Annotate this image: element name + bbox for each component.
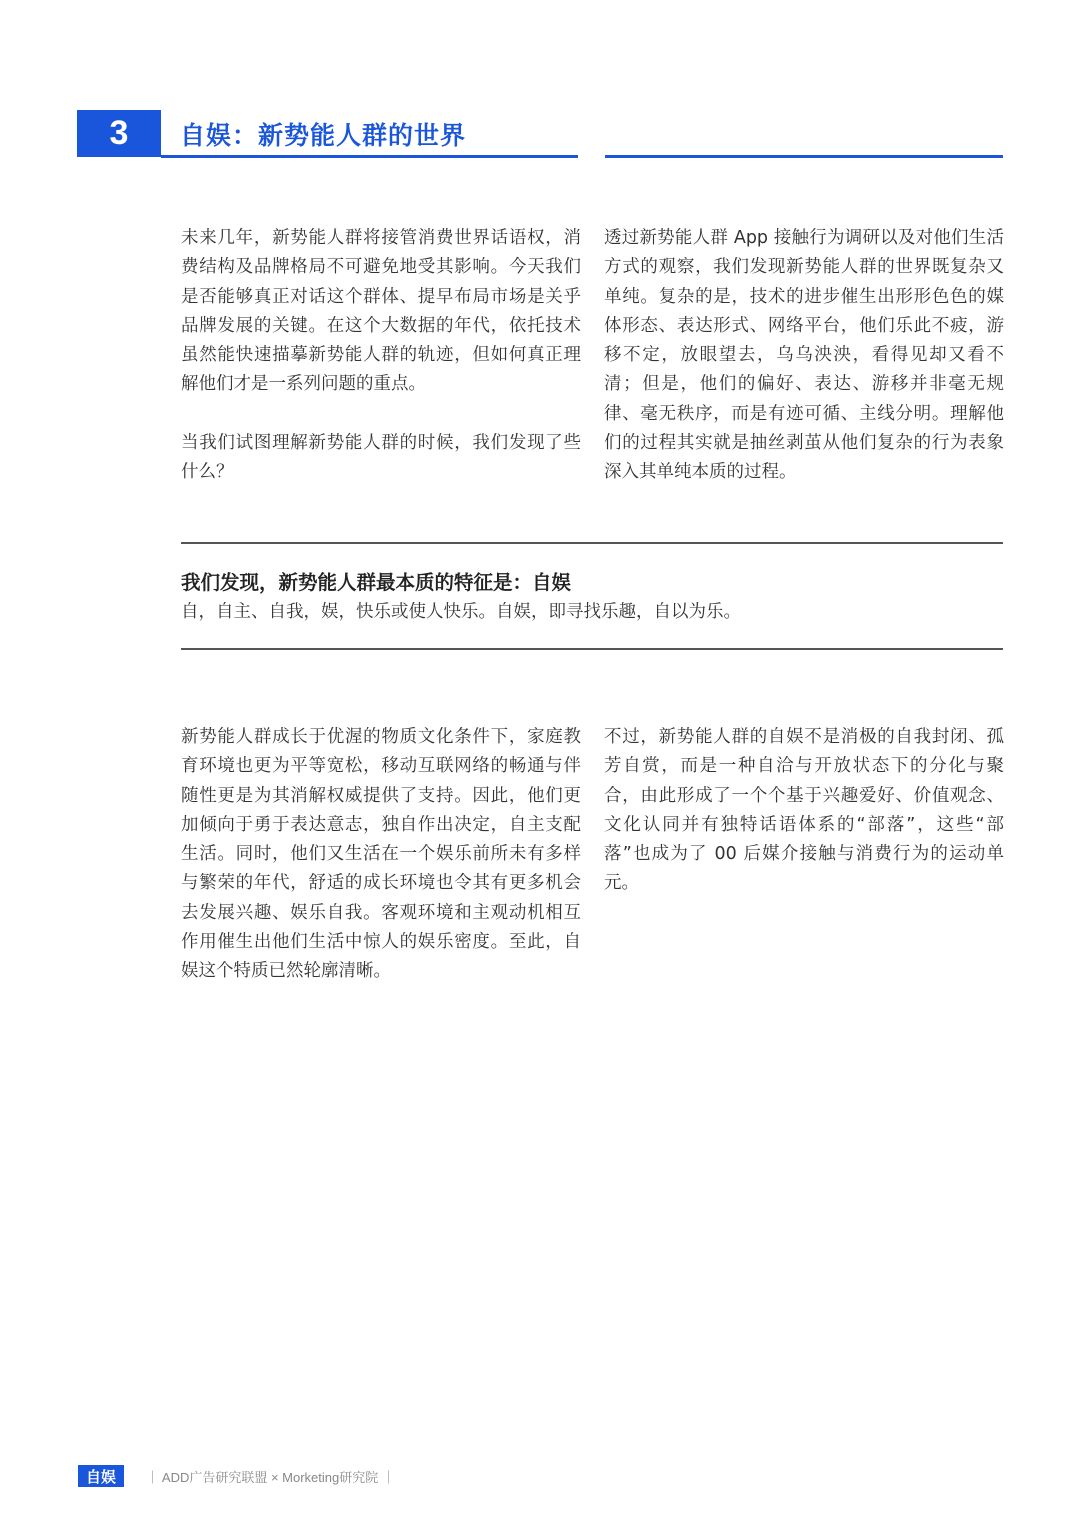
body-left-paragraph: 新势能人群成长于优渥的物质文化条件下，家庭教育环境也更为平等宽松，移动互联网络的畅通与伴随性更是为其消解权威提供了支持。因此，他们更加倾向于勇于表达意志，独自作出决定，自主支配生活。同时，他们又生活在一个娱乐前所未有多样与繁荣的年代，舒适的成长环境也令其有更多机会去发展兴趣、娱乐自我。客观环境和主观动机相互作用催生出他们生活中惊人的娱乐密度。至此，自娱这个特质已然轮廓清晰。: [181, 727, 581, 982]
section-title: 自娱：新势能人群的世界: [180, 121, 467, 150]
body-right-column: [604, 723, 1004, 899]
header-rule-left: [161, 155, 578, 158]
intro-left-paragraph-1: 未来几年，新势能人群将接管消费世界话语权，消费结构及品牌格局不可避免地受其影响。今天我们是否能够真正对话这个群体、提早布局市场是关乎品牌发展的关键。在这个大数据的年代，依托技术虽然能快速描摹新势能人群的轨迹，但如何真正理解他们才是一系列问题的重点。: [181, 228, 581, 395]
finding-subtitle: 自，自主、自我，娱，快乐或使人快乐。自娱，即寻找乐趣，自以为乐。: [181, 602, 741, 622]
section-header: [77, 110, 1003, 158]
intro-right-paragraph: 透过新势能人群 App 接触行为调研以及对他们生活方式的观察，我们发现新势能人群的世界既复杂又单纯。复杂的是，技术的进步催生出形形色色的媒体形态、表达形式、网络平台，他们乐此不疲，游移不定，放眼望去，乌乌泱泱，看得见却又看不清；但是，他们的偏好、表达、游移并非毫无规律、毫无秩序，而是有迹可循、主线分明。理解他们的过程其实就是抽丝剥茧从他们复杂的行为表象深入其单纯本质的过程。: [604, 228, 1004, 483]
intro-left-column: [181, 224, 581, 487]
finding-rule-bottom: [181, 648, 1003, 650]
intro-right-column: [604, 224, 1004, 488]
finding-rule-top: [181, 542, 1003, 544]
body-left-column: [181, 723, 581, 987]
body-right-paragraph: 不过，新势能人群的自娱不是消极的自我封闭、孤芳自赏，而是一种自洽与开放状态下的分化与聚合，由此形成了一个个基于兴趣爱好、价值观念、文化认同并有独特话语体系的“部落”，这些“部落”也成为了 00 后媒介接触与消费行为的运动单元。: [604, 727, 1004, 894]
intro-left-paragraph-2: 当我们试图理解新势能人群的时候，我们发现了些什么？: [181, 432, 581, 483]
footer-credit: ｜ ADD广告研究联盟 × Morketing研究院 ｜: [146, 1470, 395, 1485]
header-rule-right: [605, 155, 1003, 158]
footer-badge: 自娱: [78, 1465, 124, 1487]
section-number-badge: 3: [77, 110, 161, 157]
finding-title: 我们发现，新势能人群最本质的特征是：自娱: [181, 571, 572, 594]
